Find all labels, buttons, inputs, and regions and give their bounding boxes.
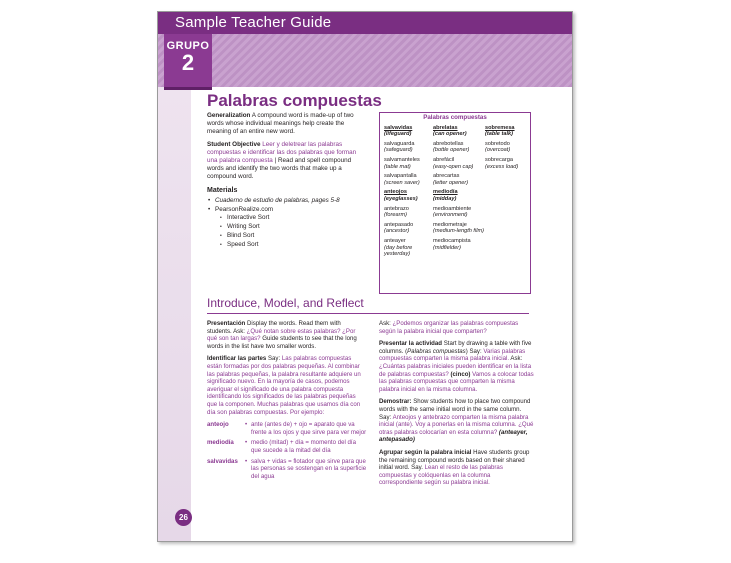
word-text: mediocampista bbox=[433, 237, 471, 244]
example-row: anteojo • ante (antes de) + ojo = aparato que va frente a los ojos y que sirve para ver mejor bbox=[207, 421, 367, 436]
word-cell bbox=[433, 125, 485, 138]
presentacion-paragraph: Presentación Display the words. Read them with students. Ask: ¿Qué notan sobre estas palabras? ¿Por qué son tan largas? Guide students to see that the long words in the list have two smaller words. bbox=[207, 320, 357, 350]
word-text: mediometraje bbox=[433, 221, 467, 228]
word-cell bbox=[384, 173, 433, 186]
word-text: anteojos bbox=[384, 189, 408, 196]
generalization: Generalization A compound word is made-up of two words whose individual meanings help create the meaning of an entire new word. bbox=[207, 112, 354, 135]
word-translation: (midday) bbox=[433, 195, 457, 202]
word-cell bbox=[384, 238, 433, 258]
word-text: salvavidas bbox=[384, 124, 413, 131]
guide-page bbox=[157, 11, 573, 542]
word-cell bbox=[485, 173, 531, 186]
word-cell bbox=[384, 189, 433, 202]
list-item: • Speed Sort bbox=[227, 241, 365, 249]
list-item: • Interactive Sort bbox=[227, 214, 365, 222]
left-sidebar-strip bbox=[158, 87, 191, 541]
word-cell bbox=[433, 141, 485, 154]
word-translation: (safeguard) bbox=[384, 147, 413, 154]
word-text: abrecartas bbox=[433, 173, 460, 180]
word-cell bbox=[485, 157, 531, 170]
word-cell bbox=[485, 141, 531, 154]
word-text: salvaguarda bbox=[384, 140, 415, 147]
word-translation: (screen saver) bbox=[384, 179, 420, 186]
list-item: • Blind Sort bbox=[227, 232, 365, 240]
word-translation: (excess load) bbox=[485, 163, 519, 170]
word-text: abrebotellas bbox=[433, 140, 464, 147]
word-cell bbox=[384, 141, 433, 154]
body-right-column bbox=[379, 320, 534, 492]
list-item: • PearsonRealize.com • Interactive Sort • Writing Sort • Blind Sort • Speed Sort bbox=[215, 206, 365, 249]
word-cell bbox=[485, 206, 531, 219]
intro-column bbox=[207, 112, 365, 250]
word-text: antebrazo bbox=[384, 205, 409, 212]
word-text: mediodía bbox=[433, 189, 458, 196]
word-cell bbox=[384, 157, 433, 170]
word-text: sobrecarga bbox=[485, 156, 513, 163]
word-text: sobretodo bbox=[485, 140, 510, 147]
student-objective: Student Objective Leer y deletrear las palabras compuestas e identificar las dos palabras que forman una palabra compuesta | Read and spell compound words and identify the two words that make up a compound word. bbox=[207, 141, 357, 180]
word-translation: (bottle opener) bbox=[433, 147, 470, 154]
word-cell bbox=[384, 206, 433, 219]
word-translation: (overcoat) bbox=[485, 147, 511, 154]
example-row: salvavidas • salva + vidas = flotador que sirve para que las personas se sostengan en la superficie del agua bbox=[207, 457, 367, 480]
word-grid bbox=[380, 125, 530, 258]
word-text: medioambiente bbox=[433, 205, 472, 212]
presentar-paragraph: Presentar la actividad Start by drawing a table with five columns. (Palabras compuestas) Say: Varias palabras compuestas comparten la misma palabra inicial. Ask: ¿Cuántas palabras iniciales pueden identificar en la lista de palabras compuestas? (cinco) Vamos a colocar todas las palabras compuestas que comparten la misma palabra inicial en la misma columna. bbox=[379, 340, 534, 393]
word-cell bbox=[433, 189, 485, 202]
word-translation: (forearm) bbox=[384, 212, 407, 219]
ask-paragraph: Ask: ¿Podemos organizar las palabras compuestas según la palabra inicial que comparten? bbox=[379, 320, 519, 335]
word-translation: (eyeglasses) bbox=[384, 195, 418, 202]
word-cell bbox=[433, 173, 485, 186]
word-translation: (environment) bbox=[433, 212, 468, 219]
section-divider bbox=[207, 313, 529, 314]
word-translation: (lifeguard) bbox=[384, 131, 412, 138]
header-bar bbox=[158, 12, 572, 34]
list-item: • Cuaderno de estudio de palabras, pages 5-8 bbox=[215, 197, 365, 205]
body-left-column bbox=[207, 320, 367, 483]
word-cell bbox=[485, 238, 531, 258]
list-item: • Writing Sort bbox=[227, 223, 365, 231]
word-translation: (medium-length film) bbox=[433, 228, 484, 235]
word-text: abrelatas bbox=[433, 124, 458, 131]
materials-list bbox=[207, 197, 365, 249]
word-translation: (easy-open cap) bbox=[433, 163, 474, 170]
word-text: abrefácil bbox=[433, 156, 455, 163]
grupo-badge bbox=[164, 34, 212, 90]
sort-list bbox=[215, 214, 365, 249]
word-cell bbox=[485, 189, 531, 202]
word-box-title: Palabras compuestas bbox=[423, 114, 487, 121]
word-translation: (can opener) bbox=[433, 131, 467, 138]
word-list-box bbox=[379, 112, 531, 294]
example-row: mediodía • medio (mitad) + día = momento del día que sucede a la mitad del día bbox=[207, 439, 357, 454]
section-title: Introduce, Model, and Reflect bbox=[207, 296, 364, 310]
word-translation: (letter opener) bbox=[433, 179, 469, 186]
word-cell bbox=[433, 238, 485, 258]
materials-heading: Materials bbox=[207, 187, 238, 194]
word-translation: (day before yesterday) bbox=[384, 244, 413, 258]
grupo-number: 2 bbox=[181, 50, 195, 75]
word-cell bbox=[485, 222, 531, 235]
word-cell bbox=[433, 206, 485, 219]
word-cell bbox=[384, 222, 433, 235]
agrupar-paragraph: Agrupar según la palabra inicial Have students group the remaining compound words based on their shared initial word. Say. Lean el resto de las palabras compuestas y colóquenlas en la columna correspondiente según su palabra inicial. bbox=[379, 448, 530, 487]
word-translation: (ancestor) bbox=[384, 228, 410, 235]
page-number: 26 bbox=[175, 509, 192, 526]
word-cell bbox=[384, 125, 433, 138]
word-text: sobremesa bbox=[485, 124, 515, 131]
guide-title: Sample Teacher Guide bbox=[175, 14, 332, 31]
word-text: salvamanteles bbox=[384, 156, 420, 163]
word-text: salvapantalla bbox=[384, 173, 417, 180]
word-translation: (midfielder) bbox=[433, 244, 461, 251]
word-text: antepasado bbox=[384, 221, 414, 228]
page-title: Palabras compuestas bbox=[207, 91, 382, 110]
demostrar-paragraph: Demostrar: Show students how to place two compound words with the same initial word in the same column. Say: Anteojos y antebrazo comparten la misma palabra inicial (ante). Voy a ponerlas en la misma columna. ¿Qué otras palabras colocarían en esta columna? (anteayer, antepasado) bbox=[379, 398, 534, 444]
decorative-band bbox=[158, 34, 572, 87]
word-cell bbox=[485, 125, 531, 138]
word-translation: (table mat) bbox=[384, 163, 411, 170]
word-translation: (table talk) bbox=[485, 131, 513, 138]
identificar-paragraph: Identificar las partes Say: Las palabras compuestas están formadas por dos palabras pequeñas. Al combinar las palabras pequeñas, la palabra resultante adquiere un significado nuevo. En la mayoría de casos, podemos averiguar el significado de una palabra compuesta identificando los significados de las palabras pequeñas que la componen. Muchas palabras que usamos día con día son palabras compuestas. Por ejemplo: bbox=[207, 355, 361, 416]
word-cell bbox=[433, 157, 485, 170]
grupo-label: GRUPO bbox=[166, 40, 210, 52]
word-text: anteayer bbox=[384, 237, 406, 244]
word-cell bbox=[433, 222, 485, 235]
